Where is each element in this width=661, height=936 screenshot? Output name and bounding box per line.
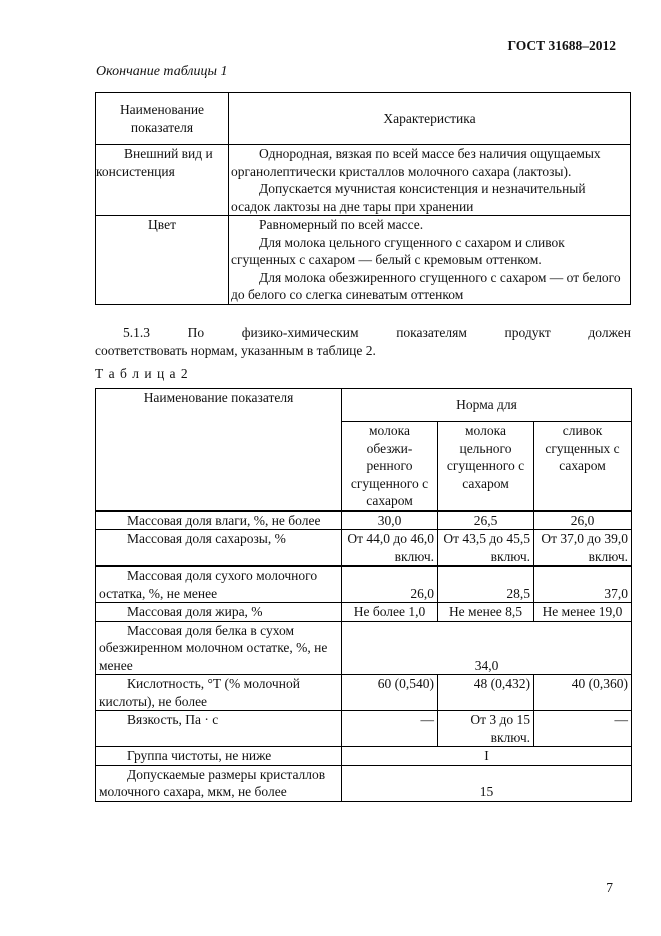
table2-subheader: сливок сгущенных с сахаром xyxy=(534,422,632,511)
table-row: Массовая доля белка в сухом обезжиренном молочном остатке, %, не менее 34,0 xyxy=(96,621,632,675)
table1 xyxy=(95,92,631,305)
table1-header-name: Наименование показателя xyxy=(96,93,229,145)
table-row xyxy=(96,145,631,216)
table1-row-name: Внешний вид и консистенция xyxy=(96,145,229,216)
table2-header-norm: Норма для xyxy=(342,389,632,422)
table-row: Массовая доля сухого молочного остатка, %, не менее 26,0 28,5 37,0 xyxy=(96,566,632,603)
table-row xyxy=(96,216,631,305)
standard-header: ГОСТ 31688–2012 xyxy=(507,38,616,53)
table1-row-text: Равномерный по всей массе. Для молока цельного сгущенного с сахаром и сливок сгущенных с сахаром — белый с кремовым оттенком. Для молока обезжиренного сгущенного с сахаром — от белого до белого со слегка синеватым оттенком xyxy=(229,216,631,305)
table1-row-name: Цвет xyxy=(96,216,229,305)
table-row: Допускаемые размеры кристаллов молочного сахара, мкм, не более 15 xyxy=(96,765,632,801)
table-row: Массовая доля жира, % Не более 1,0 Не менее 8,5 Не менее 19,0 xyxy=(96,603,632,622)
table2-header-name: Наименование показателя xyxy=(96,389,342,511)
table1-row-text: Однородная, вязкая по всей массе без наличия ощущаемых органолептически кристаллов молочного сахара (лактозы). Допускается мучнистая консистенция и незначительный осадок лактозы на дне тары при хранении xyxy=(229,145,631,216)
table-row: Группа чистоты, не ниже I xyxy=(96,747,632,766)
table1-caption: Окончание таблицы 1 xyxy=(96,64,228,79)
table-row: Массовая доля влаги, %, не более 30,0 26,5 26,0 xyxy=(96,511,632,530)
paragraph-5-1-3: 5.1.3 По физико-химическим показателям продукт должен соответствовать нормам, указанным в таблице 2. xyxy=(95,325,631,358)
table1-header-characteristic: Характеристика xyxy=(229,93,631,145)
table2 xyxy=(95,388,632,802)
table2-subheader: молока обезжи-ренного сгущенного с сахаром xyxy=(342,422,438,511)
page-number: 7 xyxy=(606,880,613,895)
table-row: Массовая доля сахарозы, % От 44,0 до 46,0 включ. От 43,5 до 45,5 включ. От 37,0 до 39,0 включ. xyxy=(96,530,632,567)
table-row: Кислотность, °Т (% молочной кислоты), не более 60 (0,540) 48 (0,432) 40 (0,360) xyxy=(96,675,632,711)
table-row: Вязкость, Па · с — От 3 до 15 включ. — xyxy=(96,711,632,747)
table2-caption: Т а б л и ц а 2 xyxy=(95,366,189,381)
table2-subheader: молока цельного сгущенного с сахаром xyxy=(438,422,534,511)
